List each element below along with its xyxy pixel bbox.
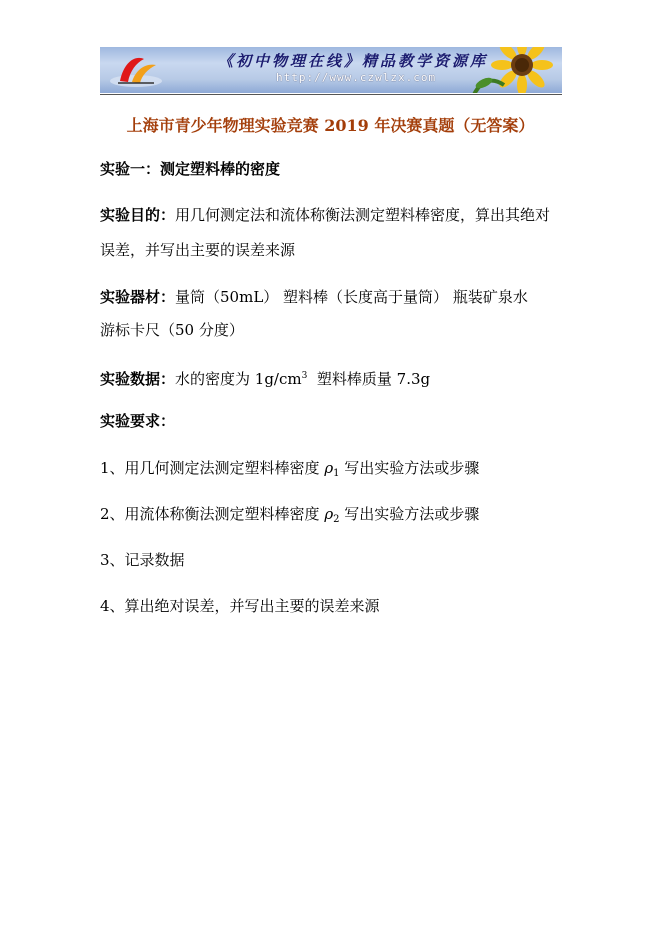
header-banner (100, 47, 562, 93)
banner-title: 《初中物理在线》精品教学资源库 (218, 52, 489, 70)
data-text-b: 塑料棒质量 7.3g (316, 370, 431, 388)
data-text-a: 水的密度为 1g/cm (175, 370, 302, 388)
requirement-suffix: 写出实验方法或步骤 (339, 459, 480, 477)
requirement-prefix: 2、用流体称衡法测定塑料棒密度 (100, 505, 325, 523)
requirement-suffix: 写出实验方法或步骤 (339, 505, 480, 523)
requirement-item (100, 458, 479, 484)
purpose-text-1: 用几何测定法和流体称衡法测定塑料棒密度，算出其绝对 (175, 206, 551, 224)
requirement-item (100, 504, 479, 530)
requirement-prefix: 1、用几何测定法测定塑料棒密度 (100, 459, 325, 477)
data-line (100, 366, 430, 389)
equipment-label: 实验器材： (100, 288, 176, 306)
site-logo-icon (106, 51, 166, 89)
rho-subscript: 2 (333, 514, 340, 525)
purpose-text-2: 误差，并写出主要的误差来源 (100, 241, 296, 259)
experiment-heading: 实验一：测定塑料棒的密度 (100, 160, 281, 178)
rho-symbol: ρ (324, 505, 334, 523)
requirement-item: 4、算出绝对误差，并写出主要的误差来源 (100, 597, 380, 615)
banner-divider (100, 94, 562, 95)
equipment-text-2: 游标卡尺（50 分度） (100, 321, 244, 339)
sunflower-icon (470, 47, 562, 93)
purpose-line-1 (100, 205, 550, 225)
purpose-label: 实验目的： (100, 206, 176, 224)
rho-subscript: 1 (333, 468, 340, 479)
requirement-item: 3、记录数据 (100, 551, 185, 569)
rho-symbol: ρ (324, 459, 334, 477)
banner-url: http://www.czwlzx.com (276, 71, 437, 84)
requirements-label: 实验要求： (100, 412, 176, 430)
equipment-line-1 (100, 287, 528, 307)
equipment-text-1: 量筒（50mL） 塑料棒（长度高于量筒） 瓶装矿泉水 (175, 288, 528, 306)
data-label: 实验数据： (100, 370, 176, 388)
data-exponent: 3 (301, 371, 308, 381)
document-title: 上海市青少年物理实验竞赛 2019 年决赛真题（无答案） (126, 116, 535, 135)
